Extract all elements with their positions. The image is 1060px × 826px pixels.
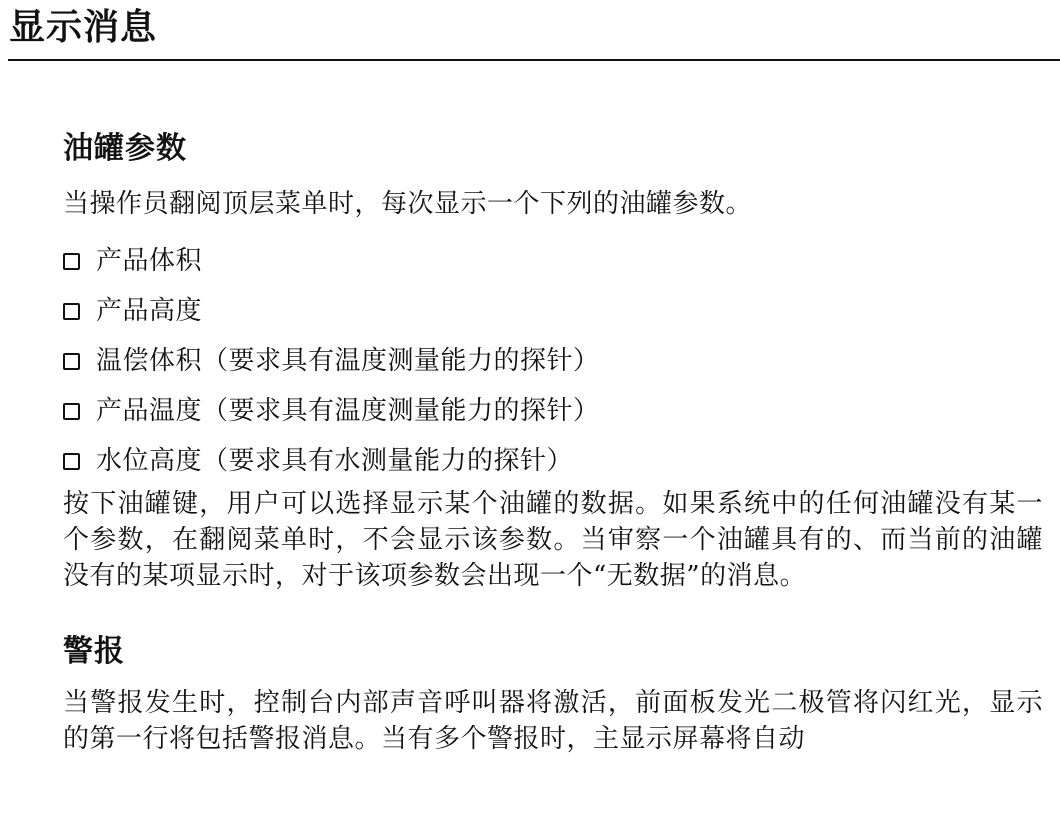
alarms-section [63, 631, 1043, 757]
checkbox-icon [63, 253, 80, 270]
section-heading-tank-parameters: 油罐参数 [63, 131, 187, 166]
checkbox-icon [63, 403, 80, 420]
list-item-text: 产品温度（要求具有温度测量能力的探针） [96, 396, 600, 426]
list-item [63, 236, 1043, 286]
list-item [63, 286, 1043, 336]
list-item-text: 水位高度（要求具有水测量能力的探针） [96, 446, 574, 476]
tank-parameters-section [63, 128, 1043, 594]
list-item-text: 产品高度 [96, 296, 203, 326]
tank-parameters-body: 按下油罐键，用户可以选择显示某个油罐的数据。如果系统中的任何油罐没有某一个参数，在翻阅菜单时，不会显示该参数。当审察一个油罐具有的、而当前的油罐没有的某项显示时，对于该项参数会出现一个“无数据”的消息。 [63, 489, 1043, 591]
tank-parameters-intro: 当操作员翻阅顶层菜单时，每次显示一个下列的油罐参数。 [63, 189, 753, 219]
section-heading-alarms: 警报 [63, 634, 125, 669]
title-divider [8, 59, 1060, 61]
page-title: 显示消息 [9, 7, 158, 48]
list-item [63, 436, 1043, 486]
document-body [63, 128, 1043, 757]
list-item-text: 产品体积 [96, 246, 203, 276]
alarms-body: 当警报发生时，控制台内部声音呼叫器将激活，前面板发光二极管将闪红光，显示的第一行将包括警报消息。当有多个警报时，主显示屏幕将自动 [63, 688, 1043, 754]
checkbox-icon [63, 353, 80, 370]
list-item-text: 温偿体积（要求具有温度测量能力的探针） [96, 346, 600, 376]
list-item [63, 386, 1043, 436]
checkbox-icon [63, 453, 80, 470]
list-item [63, 336, 1043, 386]
checkbox-icon [63, 303, 80, 320]
tank-parameter-list [63, 236, 1043, 486]
